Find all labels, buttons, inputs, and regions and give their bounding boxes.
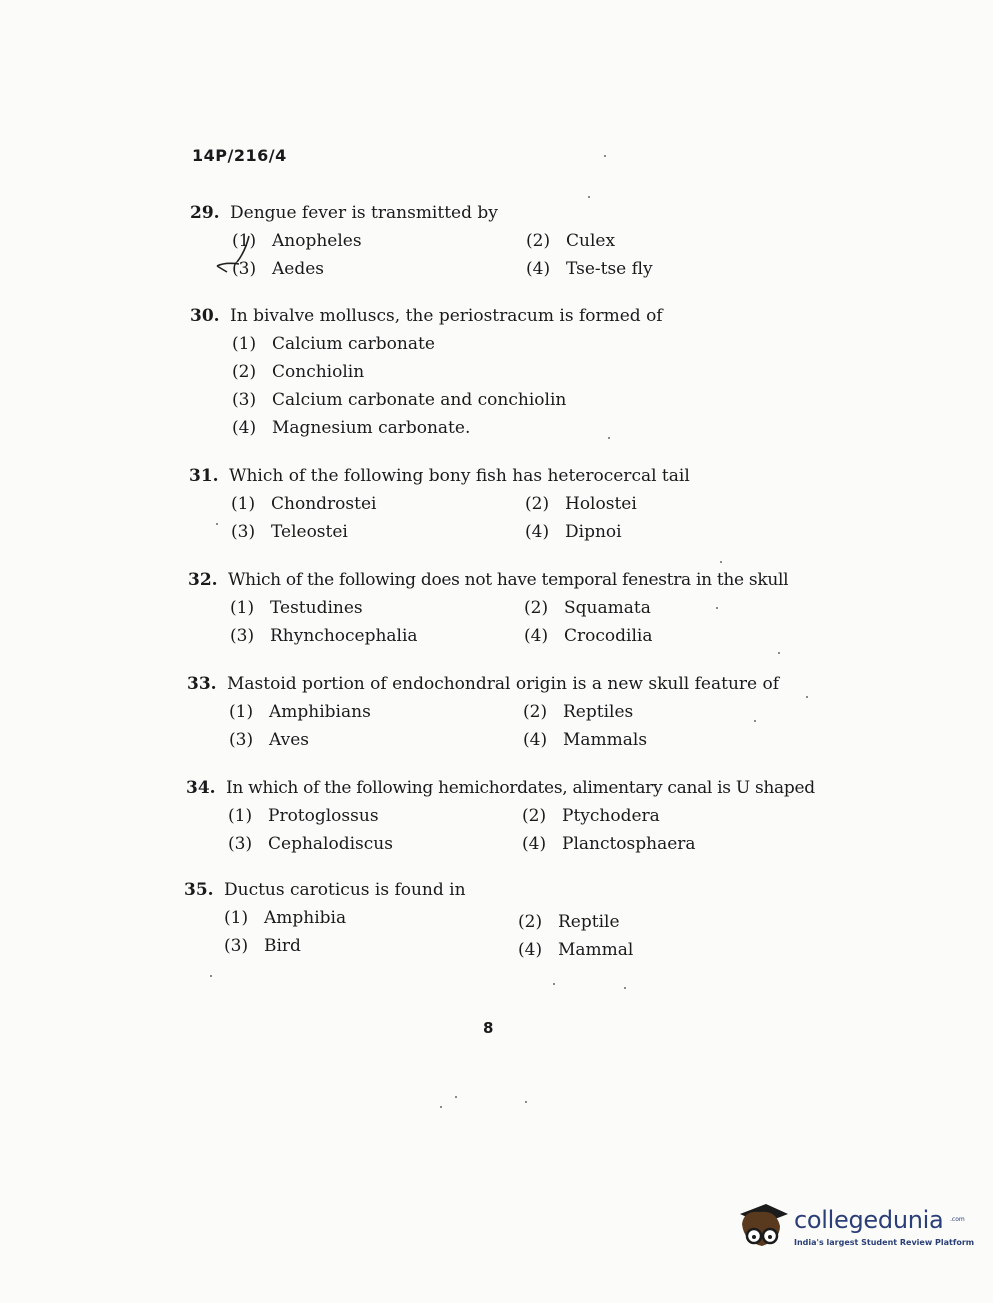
question-34 (186, 774, 826, 858)
question-text: Which of the following bony fish has heterocercal tail (229, 466, 690, 486)
scan-speck (440, 1106, 442, 1108)
logo-wordmark: collegedunia (794, 1206, 944, 1234)
option-4: (4) Mammals (523, 730, 648, 750)
question-number: 29. (190, 203, 220, 223)
option-3: (3) Cephalodiscus (228, 834, 393, 854)
question-33 (187, 670, 827, 754)
option-1: (1) Anopheles (232, 231, 362, 251)
option-1: (1) Testudines (230, 598, 363, 618)
option-1: (1) Amphibia (224, 908, 347, 928)
question-text: In bivalve molluscs, the periostracum is formed of (230, 306, 663, 326)
mascot-icon (732, 1196, 792, 1258)
scan-speck (806, 696, 808, 698)
scan-speck (624, 987, 626, 989)
scan-speck (553, 983, 555, 985)
option-4: (4) Magnesium carbonate. (232, 418, 471, 438)
question-text: Dengue fever is transmitted by (230, 203, 498, 223)
collegedunia-logo (732, 1192, 975, 1262)
option-3: (3) Aedes (232, 259, 325, 279)
option-4: (4) Tse-tse fly (526, 259, 653, 279)
question-number: 35. (184, 880, 214, 900)
question-29 (190, 199, 830, 283)
question-number: 31. (189, 466, 219, 486)
option-2: (2) Culex (526, 231, 616, 251)
option-4: (4) Dipnoi (525, 522, 622, 542)
question-30 (190, 302, 830, 442)
question-number: 30. (190, 306, 220, 326)
question-text: Mastoid portion of endochondral origin is a new skull feature of (227, 674, 780, 694)
option-2: (2) Reptiles (523, 702, 634, 722)
question-31 (189, 462, 829, 546)
option-3: (3) Rhynchocephalia (230, 626, 418, 646)
scan-speck (720, 561, 722, 563)
logo-tagline: India's largest Student Review Platform (794, 1238, 975, 1247)
scan-speck (716, 607, 718, 609)
option-3: (3) Teleostei (231, 522, 348, 542)
option-4: (4) Crocodilia (524, 626, 653, 646)
paper-code: 14P/216/4 (192, 146, 287, 165)
option-2: (2) Reptile (518, 912, 620, 932)
scan-speck (778, 652, 780, 654)
scan-speck (754, 720, 756, 722)
question-text: Ductus caroticus is found in (224, 880, 466, 900)
option-2: (2) Holostei (525, 494, 637, 514)
option-3: (3) Aves (229, 730, 309, 750)
scan-speck (588, 196, 590, 198)
logo-domain: .com (950, 1216, 965, 1223)
scan-speck (455, 1096, 457, 1098)
question-text: In which of the following hemichordates, alimentary canal is U shaped (226, 778, 815, 798)
question-number: 32. (188, 570, 218, 590)
scan-speck (604, 155, 606, 157)
option-1: (1) Calcium carbonate (232, 334, 435, 354)
option-4: (4) Planctosphaera (522, 834, 696, 854)
question-35 (184, 876, 824, 960)
scan-speck (216, 523, 218, 525)
option-1: (1) Chondrostei (231, 494, 377, 514)
option-1: (1) Protoglossus (228, 806, 379, 826)
scan-speck (525, 1101, 527, 1103)
question-number: 33. (187, 674, 217, 694)
option-3: (3) Calcium carbonate and conchiolin (232, 390, 567, 410)
page-number: 8 (483, 1019, 494, 1037)
option-2: (2) Squamata (524, 598, 651, 618)
option-2: (2) Ptychodera (522, 806, 660, 826)
option-1: (1) Amphibians (229, 702, 371, 722)
option-4: (4) Mammal (518, 940, 634, 960)
question-32 (188, 566, 828, 650)
scan-speck (608, 437, 610, 439)
question-number: 34. (186, 778, 216, 798)
question-text: Which of the following does not have temporal fenestra in the skull (228, 570, 789, 590)
option-3: (3) Bird (224, 936, 301, 956)
scan-speck (210, 975, 212, 977)
option-2: (2) Conchiolin (232, 362, 365, 382)
